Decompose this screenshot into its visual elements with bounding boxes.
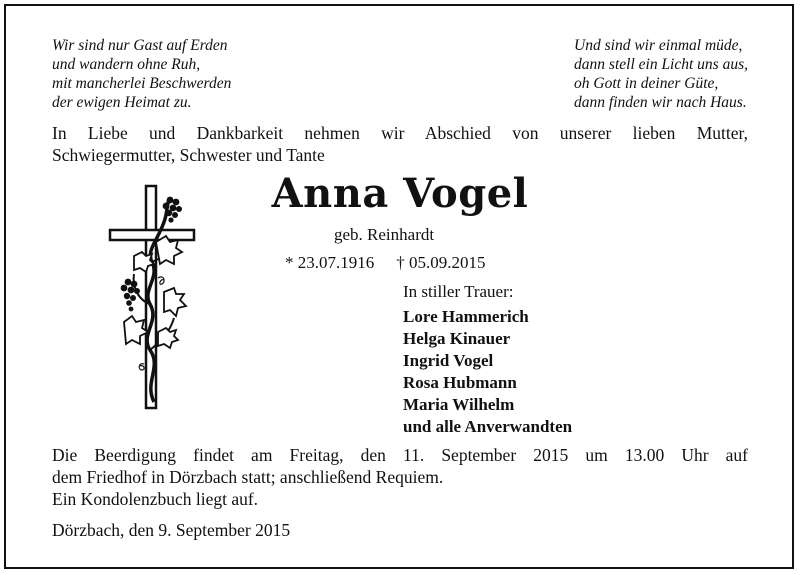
birth-name: geb. Reinhardt	[334, 225, 435, 244]
poem-line: der ewigen Heimat zu.	[52, 94, 192, 111]
poem-line: Wir sind nur Gast auf Erden	[52, 37, 228, 54]
poem-line: mit mancherlei Beschwerden	[52, 75, 232, 92]
mourner-name: Maria Wilhelm	[403, 395, 515, 414]
mourning-label: In stiller Trauer:	[403, 282, 514, 301]
birth-date: * 23.07.1916	[285, 253, 375, 272]
intro-line: In Liebe und Dankbarkeit nehmen wir Abschied von unserer lieben Mutter,	[52, 123, 748, 143]
poem-right	[574, 36, 748, 112]
funeral-details	[52, 444, 748, 510]
poem-line: und wandern ohne Ruh,	[52, 56, 201, 73]
funeral-line: Die Beerdigung findet am Freitag, den 11. September 2015 um 13.00 Uhr auf	[52, 445, 748, 465]
mourner-name: Lore Hammerich	[403, 307, 529, 326]
poem-line: dann stell ein Licht uns aus,	[574, 56, 748, 73]
poem-left	[52, 36, 231, 112]
funeral-line: dem Friedhof in Dörzbach statt; anschließend Requiem.	[52, 467, 444, 487]
cross-with-grapevine-icon	[104, 182, 200, 412]
mourner-name: Ingrid Vogel	[403, 351, 494, 370]
poem-line: dann finden wir nach Haus.	[574, 94, 747, 111]
life-dates	[285, 253, 486, 273]
funeral-line: Ein Kondolenzbuch liegt auf.	[52, 489, 259, 509]
mourners-list	[403, 306, 572, 438]
mourner-name: und alle Anverwandten	[403, 417, 573, 436]
place-date: Dörzbach, den 9. September 2015	[52, 520, 291, 540]
poem-line: Und sind wir einmal müde,	[574, 37, 743, 54]
intro-line: Schwiegermutter, Schwester und Tante	[52, 145, 325, 165]
deceased-name: Anna Vogel	[271, 170, 529, 217]
intro-text	[52, 122, 748, 166]
death-date: † 05.09.2015	[396, 253, 486, 272]
mourner-name: Rosa Hubmann	[403, 373, 517, 392]
poem-line: oh Gott in deiner Güte,	[574, 75, 719, 92]
mourner-name: Helga Kinauer	[403, 329, 511, 348]
